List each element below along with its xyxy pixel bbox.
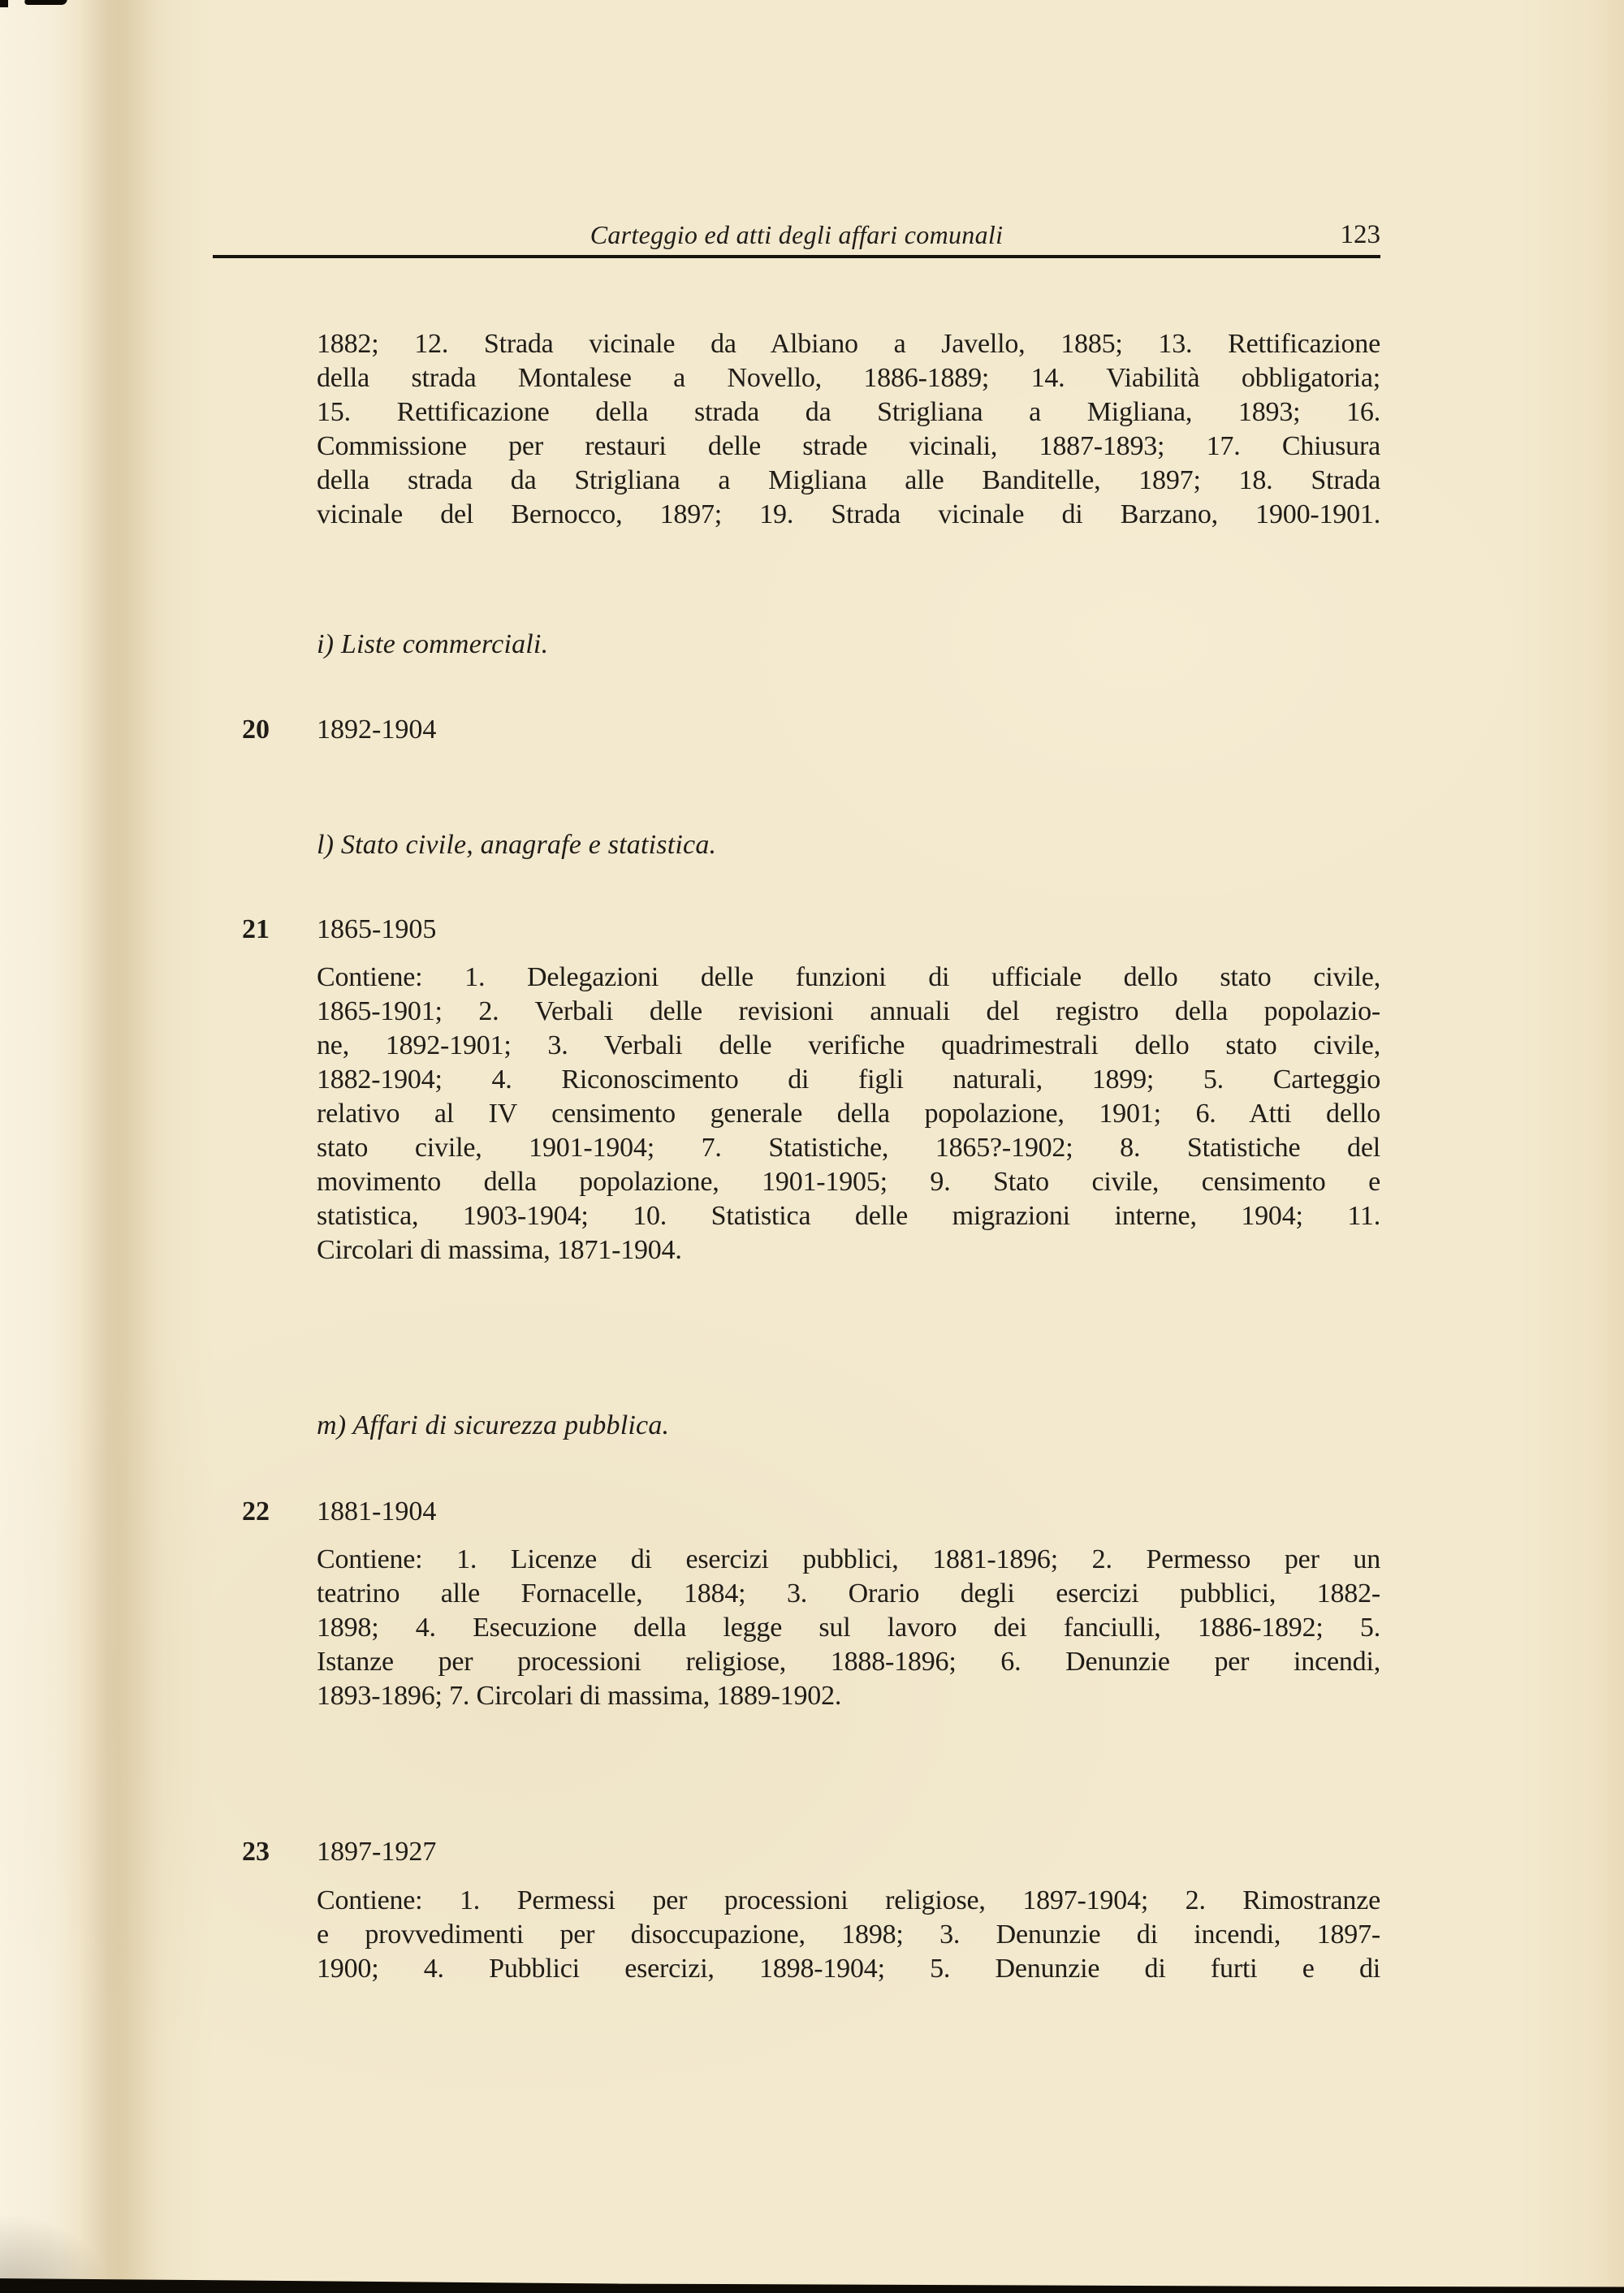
section-heading-l: l) Stato civile, anagrafe e statistica. [317,830,717,860]
scan-edge-top [24,0,67,5]
item-dates: 1892-1904 [317,715,437,745]
paragraph-line: ne, 1892-1901; 3. Verbali delle verifiche quadrimestrali dello stato civile, [317,1030,1380,1060]
paragraph-line: Circolari di massima, 1871-1904. [317,1235,682,1265]
scan-edge-bottom [0,2275,1624,2293]
page-header [213,218,1380,252]
paragraph-line: statistica, 1903-1904; 10. Statistica delle migrazioni interne, 1904; 11. [317,1201,1380,1231]
page-content [213,0,1380,1986]
paragraph-line: teatrino alle Fornacelle, 1884; 3. Orario degli esercizi pubblici, 1882- [317,1578,1380,1609]
paragraph-line: 1882-1904; 4. Riconoscimento di figli naturali, 1899; 5. Carteggio [317,1064,1380,1095]
paragraph-line: Contiene: 1. Licenze di esercizi pubblici, 1881-1896; 2. Permesso per un [317,1544,1380,1574]
paragraph-line: della strada Montalese a Novello, 1886-1889; 14. Viabilità obbligatoria; [317,363,1380,393]
header-rule [213,255,1380,258]
item-dates: 1865-1905 [317,914,437,944]
page-number: 123 [1340,220,1380,249]
intro-paragraph [317,327,1380,532]
paragraph-line: 1898; 4. Esecuzione della legge sul lavoro dei fanciulli, 1886-1892; 5. [317,1613,1380,1643]
paragraph-line: stato civile, 1901-1904; 7. Statistiche, 1865?-1902; 8. Statistiche del [317,1133,1380,1163]
running-title: Carteggio ed atti degli affari comunali [590,220,1004,249]
paragraph-line: relativo al IV censimento generale della popolazione, 1901; 6. Atti dello [317,1099,1380,1129]
item-description [317,1543,1380,1713]
paragraph-line: vicinale del Bernocco, 1897; 19. Strada vicinale di Barzano, 1900-1901. [317,499,1380,529]
paragraph-line: Contiene: 1. Permessi per processioni religiose, 1897-1904; 2. Rimostranze [317,1885,1380,1915]
paragraph-line: 1865-1901; 2. Verbali delle revisioni annuali del registro della popolazio- [317,996,1380,1026]
archive-item-row [242,713,1380,747]
paragraph-line: 1900; 4. Pubblici esercizi, 1898-1904; 5. Denunzie di furti e di [317,1954,1380,1984]
archive-item-row [242,1835,1380,1869]
paragraph-line: della strada da Strigliana a Migliana alle Banditelle, 1897; 18. Strada [317,465,1380,495]
archive-item-row [242,1495,1380,1529]
paragraph-line: Commissione per restauri delle strade vicinali, 1887-1893; 17. Chiusura [317,431,1380,461]
section-heading-m: m) Affari di sicurezza pubblica. [317,1410,670,1440]
section-heading-i: i) Liste commerciali. [317,629,549,659]
item-number: 20 [242,715,270,745]
paragraph-line: movimento della popolazione, 1901-1905; 9. Stato civile, censimento e [317,1167,1380,1197]
archive-item-row [242,913,1380,947]
page-curl-left [0,0,175,2293]
item-dates: 1881-1904 [317,1496,437,1527]
paragraph-line: 15. Rettificazione della strada da Strigliana a Migliana, 1893; 16. [317,397,1380,427]
paragraph-line: Contiene: 1. Delegazioni delle funzioni di ufficiale dello stato civile, [317,962,1380,992]
paragraph-line: e provvedimenti per disoccupazione, 1898; 3. Denunzie di incendi, 1897- [317,1919,1380,1950]
paragraph-line: 1893-1896; 7. Circolari di massima, 1889-1902. [317,1681,842,1711]
item-number: 22 [242,1496,270,1527]
scan-edge-top-corner [0,0,8,7]
item-dates: 1897-1927 [317,1837,437,1867]
paragraph-line: 1882; 12. Strada vicinale da Albiano a Javello, 1885; 13. Rettificazione [317,329,1380,359]
item-description [317,1884,1380,1986]
item-number: 21 [242,914,270,944]
paragraph-line: Istanze per processioni religiose, 1888-1896; 6. Denunzie per incendi, [317,1647,1380,1677]
item-number: 23 [242,1837,270,1867]
item-description [317,961,1380,1267]
